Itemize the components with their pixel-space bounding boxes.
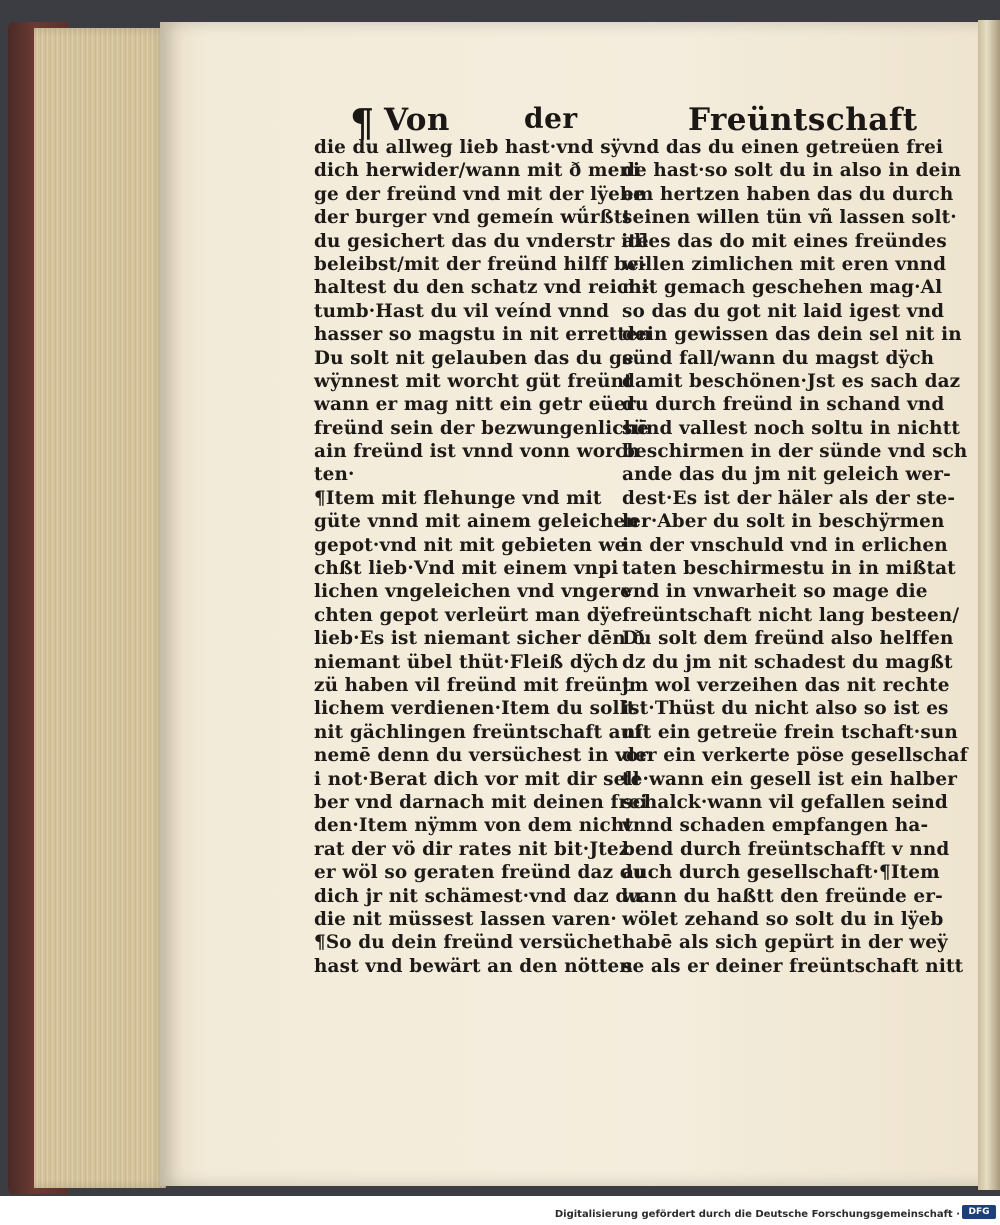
text-line: chten gepot verleürt man dÿe xyxy=(314,604,623,626)
text-line: der ein verkerte pöse gesellschaf xyxy=(622,745,968,767)
text-line: seinen willen tün vñ lassen solt· xyxy=(622,207,957,229)
heading-word-der: der xyxy=(524,102,578,135)
text-line: nit gächlingen freüntschaft auf xyxy=(314,721,643,743)
text-line: wölet zehand so solt du in lÿeb xyxy=(622,908,944,930)
text-line: tumb·Hast du vil veínd vnnd xyxy=(314,300,610,322)
text-line: in der vnschuld vnd in erlichen xyxy=(622,534,948,556)
text-line: damit beschönen·Jst es sach daz xyxy=(622,370,961,392)
text-line: ten· xyxy=(314,464,355,486)
text-line: ist·Thüst du nicht also so ist es xyxy=(622,698,949,720)
text-line: jm wol verzeihen das nit rechte xyxy=(622,674,950,696)
text-line: freünd sein der bezwungenlichē xyxy=(314,417,650,439)
text-line: dich jr nit schämest·vnd daz du xyxy=(314,885,642,907)
text-line: den·Item nÿmm von dem nicht xyxy=(314,815,633,837)
text-line: i not·Berat dich vor mit dir sell xyxy=(314,768,640,790)
text-line: ber vnd darnach mit deinen frei xyxy=(314,791,648,813)
text-line: ¶Item mit flehunge vnd mit xyxy=(314,487,602,509)
text-line: der burger vnd gemeín wǘrßtt xyxy=(314,207,632,229)
text-line: willen zimlichen mit eren vnnd xyxy=(622,253,947,275)
text-line: habē als sich gepürt in der weÿ xyxy=(622,932,948,954)
funding-note: Digitalisierung gefördert durch die Deutsche Forschungsgemeinschaft · xyxy=(554,1209,960,1220)
page-edges xyxy=(34,28,166,1188)
text-line: du durch freünd in schand vnd xyxy=(622,394,945,416)
text-line: freüntschaft nicht lang besteen/ xyxy=(622,604,960,626)
text-line: sünd vallest noch soltu in nichtt xyxy=(622,417,960,439)
text-line: die du allweg lieb hast·vnd sÿ xyxy=(314,137,622,158)
text-line: te·wann ein gesell ist ein halber xyxy=(622,768,958,790)
text-line: dein gewissen das dein sel nit in xyxy=(622,324,962,346)
text-line: bend durch freüntschafft v nnd xyxy=(622,838,950,860)
text-line: nemē denn du versüchest in vor xyxy=(314,745,649,767)
heading-word-freuntschaft: Freüntschaft xyxy=(688,102,918,138)
text-line: hast vnd bewärt an den nötten xyxy=(314,955,633,977)
text-line: zü haben vil freünd mit freünt xyxy=(314,674,631,696)
text-line: du gesichert das du vnderstr itē xyxy=(314,230,649,252)
text-line: Du solt nit gelauben das du ge xyxy=(314,347,634,369)
text-line: beschirmen in der sünde vnd sch xyxy=(622,441,968,463)
text-line: die nit müssest lassen varen· xyxy=(314,908,617,930)
text-line: Du solt dem freünd also helffen xyxy=(622,628,954,650)
text-line: rat der vö dir rates nit bit·Jtez xyxy=(314,838,630,860)
text-line: chßt lieb·Vnd mit einem vnpi xyxy=(314,558,619,580)
heading-pilcrow: ¶ xyxy=(350,100,375,145)
text-line: sünd fall/wann du magst dÿch xyxy=(622,347,935,369)
left-text-column xyxy=(314,136,652,978)
text-line: güte vnnd mit ainem geleichen xyxy=(314,511,639,533)
text-line: ler·Aber du solt in beschÿrmen xyxy=(622,511,945,533)
text-line: alles das do mit eines freündes xyxy=(622,230,947,252)
text-line: ge der freünd vnd mit der lÿebe xyxy=(314,183,645,205)
text-line: wann er mag nitt ein getr eüer xyxy=(314,394,636,416)
text-line: gepot·vnd nit mit gebieten we xyxy=(314,534,627,556)
text-line: schalck·wann vil gefallen seind xyxy=(622,791,948,813)
text-line: dest·Es ist der häler als der ste- xyxy=(622,487,956,509)
facing-page-edge xyxy=(978,20,1000,1190)
text-line: lichem verdienen·Item du sollt xyxy=(314,698,636,720)
text-line: vnnd schaden empfangen ha- xyxy=(622,815,929,837)
text-line: haltest du den schatz vnd reich- xyxy=(314,277,650,299)
text-line: ¶So du dein freünd versüchet xyxy=(314,932,622,954)
text-line: niemant übel thüt·Fleiß dÿch xyxy=(314,651,619,673)
text-line: beleibst/mit der freünd hilff be- xyxy=(314,253,647,275)
dfg-logo: DFG xyxy=(962,1205,996,1219)
right-text-column xyxy=(622,136,968,978)
text-line: vnd in vnwarheit so mage die xyxy=(622,581,928,603)
text-line: mit gemach geschehen mag·Al xyxy=(622,277,943,299)
text-line: se als er deiner freüntschaft nitt xyxy=(622,955,964,977)
text-line: ande das du jm nit geleich wer- xyxy=(622,464,951,486)
text-line: so das du got nit laid igest vnd xyxy=(622,300,945,322)
text-line: hasser so magstu in nit erretten xyxy=(314,324,652,346)
text-line: ain freünd ist vnnd vonn worch xyxy=(314,441,640,463)
text-line: auch durch gesellschaft·¶Item xyxy=(622,862,940,884)
text-line: er wöl so geraten freünd daz du xyxy=(314,862,647,884)
text-line: wann du haßtt den freünde er- xyxy=(622,885,943,907)
text-line: lichen vngeleichen vnd vngere xyxy=(314,581,633,603)
text-line: lieb·Es ist niemant sicher dēn ð xyxy=(314,628,645,650)
heading-word-von: Von xyxy=(384,102,450,138)
text-line: wÿnnest mit worcht güt freünt xyxy=(314,370,633,392)
text-line: em hertzen haben das du durch xyxy=(622,183,954,205)
text-line: dz du jm nit schadest du magßt xyxy=(622,651,953,673)
text-line: dich herwider/wann mit ð meni xyxy=(314,160,641,182)
text-line: nit ein getreüe frein tschaft·sun xyxy=(622,721,958,743)
text-line: de hast·so solt du in also in dein xyxy=(622,160,962,182)
text-line: taten beschirmestu in in mißtat xyxy=(622,558,956,580)
text-line: vnd das du einen getreüen frei xyxy=(622,137,944,158)
